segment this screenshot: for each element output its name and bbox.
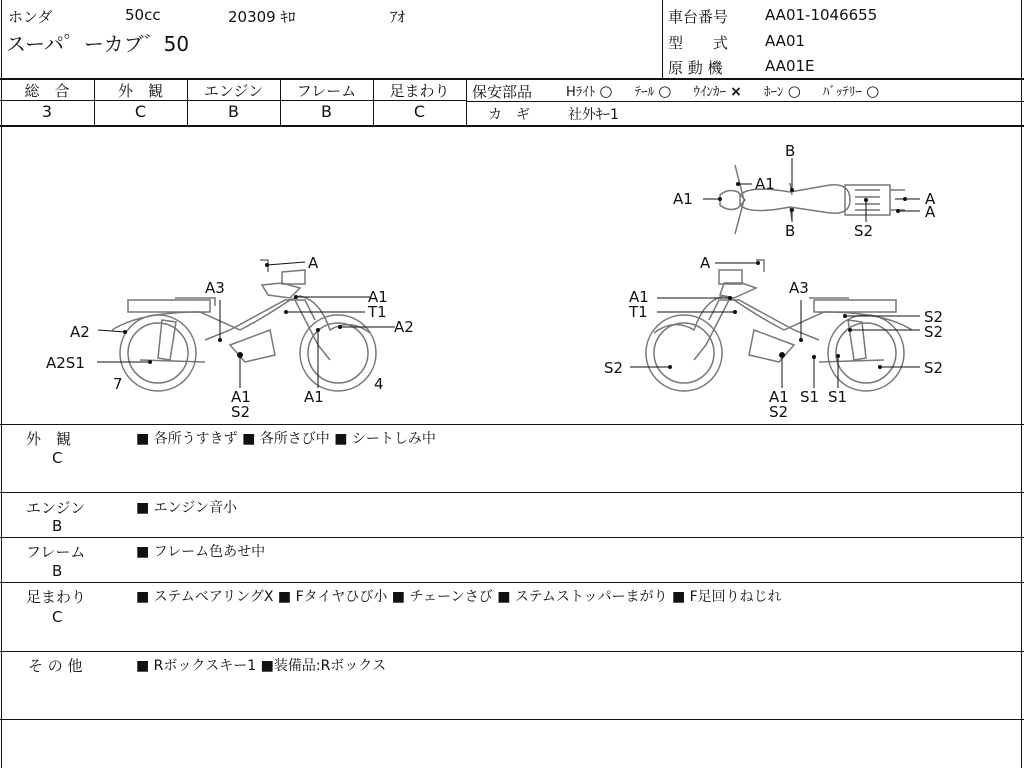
grade-value-suspension: C — [413, 102, 426, 121]
diagram-label: A — [925, 190, 936, 208]
safety-item-winker: ｳｲﾝｶｰ — [693, 85, 727, 100]
maker: ホンダ — [8, 8, 53, 26]
grade-header-overall: 総 合 — [24, 82, 70, 100]
type-label: 型 式 — [668, 34, 729, 52]
safety-mark-horn: ○ — [787, 82, 801, 100]
safety-item-headlight: Hﾗｲﾄ — [566, 85, 596, 100]
diagram-label: T1 — [368, 303, 387, 321]
diagram-label: S2 — [604, 359, 624, 377]
diagram-label: A1 — [755, 175, 775, 193]
displacement: 50cc — [125, 6, 161, 24]
remarks-top-line — [0, 424, 1024, 425]
engine-label: 原 動 機 — [668, 59, 723, 77]
grade-value-frame: B — [321, 102, 332, 121]
safety-mid-line — [467, 101, 1024, 102]
grade-header-suspension: 足まわり — [389, 82, 450, 100]
mileage: 20309 ｷﾛ — [228, 8, 296, 26]
diagram-label: S2 — [924, 308, 944, 326]
diagram-label: A — [308, 254, 319, 272]
remark-category-exterior: 外 観 — [26, 430, 72, 448]
diagram-label: A1 — [304, 388, 324, 406]
frame-no: AA01-1046655 — [765, 6, 878, 24]
damage-diagram — [0, 127, 1024, 425]
safety-mark-battery: ○ — [866, 82, 880, 100]
diagram-label: B — [785, 142, 796, 160]
safety-item-tail: ﾃｰﾙ — [634, 85, 655, 100]
safety-mark-tail: ○ — [658, 82, 672, 100]
remark-category-frame: フレーム — [26, 543, 86, 561]
color: ｱｵ — [390, 8, 406, 26]
grade-value-overall: 3 — [41, 102, 53, 121]
diagram-label: A2S1 — [46, 354, 85, 372]
remarks-line-1 — [0, 492, 1024, 493]
safety-mark-winker: × — [730, 84, 742, 100]
diagram-label: 7 — [113, 375, 123, 393]
remark-category-engine: エンジン — [26, 499, 86, 517]
remark-text-frame: ■ フレーム色あせ中 — [136, 544, 266, 560]
key-value: 社外ｷｰ1 — [568, 107, 619, 123]
key-label: カ ギ — [488, 107, 530, 123]
grade-header-engine: エンジン — [203, 82, 264, 100]
col-sep-5 — [466, 78, 467, 126]
diagram-label: B — [785, 222, 796, 240]
diagram-label: A1 — [368, 288, 388, 306]
remarks-line-3 — [0, 582, 1024, 583]
diagram-label: 4 — [374, 375, 384, 393]
grade-header-frame: フレーム — [296, 82, 357, 100]
diagram-label: S2 — [231, 403, 251, 421]
type-value: AA01 — [765, 32, 806, 50]
header-divider — [662, 0, 663, 78]
diagram-label: A3 — [789, 279, 809, 297]
safety-items — [566, 81, 879, 100]
grade-header-exterior: 外 観 — [117, 82, 163, 100]
remarks-line-5 — [0, 719, 1024, 720]
remark-grade-suspension: C — [52, 608, 63, 626]
diagram-label: S1 — [828, 388, 848, 406]
remark-text-suspension: ■ ステムベアリングX ■ Fタイヤひび小 ■ チェーンさび ■ ステムストッパーまがり ■ F足回りねじれ — [136, 589, 782, 605]
remark-text-exterior: ■ 各所うすきず ■ 各所さび中 ■ シートしみ中 — [136, 431, 436, 447]
diagram-label: T1 — [629, 303, 648, 321]
diagram-label: S2 — [854, 222, 874, 240]
diagram-label: A — [925, 203, 936, 221]
remark-category-suspension: 足まわり — [26, 588, 87, 606]
engine-value: AA01E — [765, 57, 815, 75]
safety-mark-headlight: ○ — [599, 82, 613, 100]
remark-text-other: ■ Rボックスキー1 ■装備品:Rボックス — [136, 658, 387, 674]
grade-value-engine: B — [228, 102, 239, 121]
diagram-label: A1 — [673, 190, 693, 208]
grade-value-exterior: C — [134, 102, 147, 121]
remarks-line-2 — [0, 537, 1024, 538]
diagram-label: A — [700, 254, 711, 272]
diagram-label: S1 — [800, 388, 820, 406]
remark-grade-frame: B — [52, 562, 63, 580]
diagram-label: A3 — [205, 279, 225, 297]
diagram-label: A1 — [629, 288, 649, 306]
diagram-label: S2 — [924, 323, 944, 341]
diagram-label: A1 — [231, 388, 251, 406]
remarks-line-4 — [0, 651, 1024, 652]
safety-item-battery: ﾊﾞｯﾃﾘｰ — [822, 85, 862, 100]
remark-grade-engine: B — [52, 517, 63, 535]
model-name: スーパ゜ーカブ゛50 — [6, 32, 190, 56]
diagram-label: A1 — [769, 388, 789, 406]
frame-no-label: 車台番号 — [668, 8, 729, 26]
remark-category-other: そ の 他 — [28, 657, 83, 675]
diagram-label: A2 — [394, 318, 414, 336]
remark-text-engine: ■ エンジン音小 — [136, 500, 237, 516]
diagram-label: S2 — [769, 403, 789, 421]
safety-item-horn: ﾎｰﾝ — [764, 85, 784, 100]
diagram-label: S2 — [924, 359, 944, 377]
diagram-label: A2 — [70, 323, 90, 341]
safety-title: 保安部品 — [472, 83, 533, 101]
remark-grade-exterior: C — [52, 449, 63, 467]
